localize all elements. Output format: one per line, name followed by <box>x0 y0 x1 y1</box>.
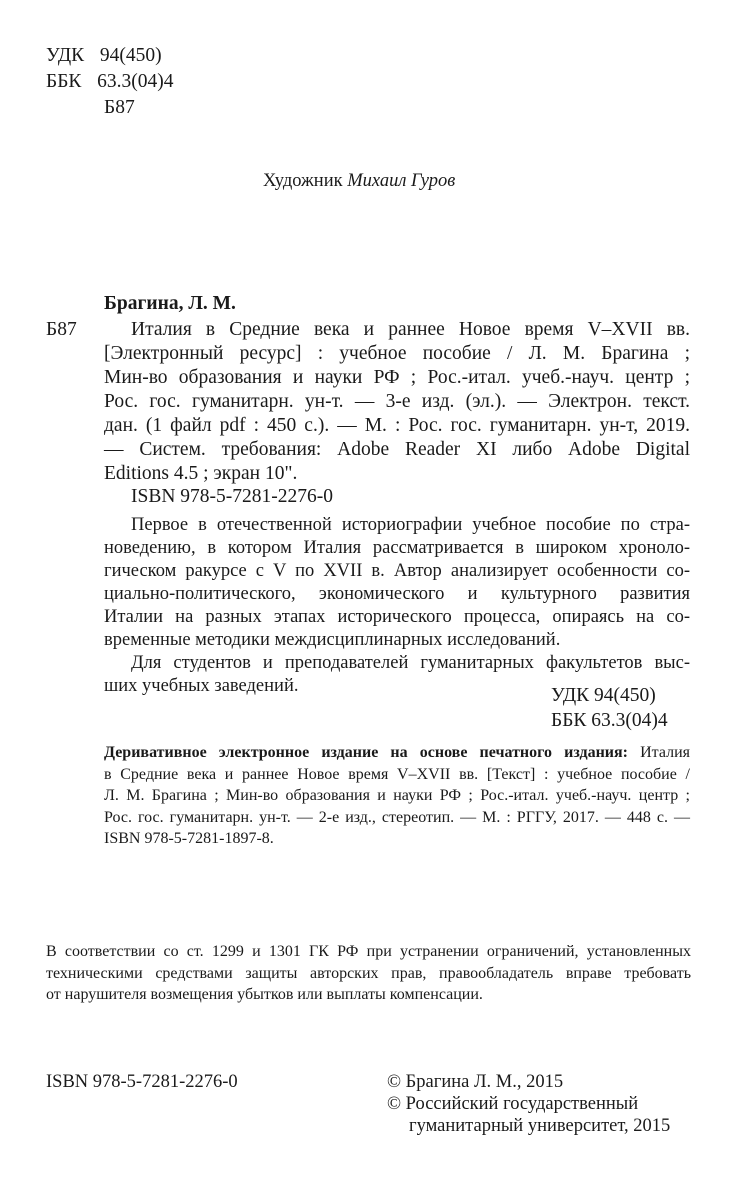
derivative-line: Рос. гос. гуманитарн. ун-т. — 2-е изд., стереотип. — М. : РГГУ, 2017. — 448 с. — <box>104 808 690 826</box>
record-line: дан. (1 файл pdf : 450 с.). — М. : Рос. гос. гуманитарн. ун-т, 2019. <box>104 415 690 436</box>
record-line: Мин-во образования и науки РФ ; Рос.-итал. учеб.-науч. центр ; <box>104 367 690 388</box>
record-mark: Б87 <box>46 319 77 340</box>
annotation-line: временные методики междисциплинарных исследований. <box>104 630 561 650</box>
legal-line: от нарушителя возмещения убытков или выплаты компенсации. <box>46 986 483 1003</box>
record-line: Италия в Средние века и раннее Новое время V–XVII вв. <box>131 319 690 340</box>
udk-top <box>46 44 162 68</box>
record-body <box>104 318 690 486</box>
copyright-university-cont: гуманитарный университет, 2015 <box>409 1116 671 1136</box>
annotation-line: ших учебных заведений. <box>104 676 299 696</box>
record-line: [Электронный ресурс] : учебное пособие / Л. М. Брагина ; <box>104 343 690 364</box>
annotation <box>104 514 690 698</box>
derivative-line: Л. М. Брагина ; Мин-во образования и науки РФ ; Рос.-итал. учеб.-науч. центр ; <box>104 787 690 804</box>
footer-isbn: ISBN 978-5-7281-2276-0 <box>46 1072 238 1092</box>
derivative-line: в Средние века и раннее Новое время V–XVII вв. [Текст] : учебное пособие / <box>104 765 690 783</box>
derivative-line: ISBN 978-5-7281-1897-8. <box>104 830 274 847</box>
record-line: Editions 4.5 ; экран 10". <box>104 463 298 484</box>
record-line: Рос. гос. гуманитарн. ун-т. — 3-е изд. (эл.). — Электрон. текст. <box>104 391 690 412</box>
udk-value: 94(450) <box>99 45 162 66</box>
udk-label: УДК <box>46 45 85 66</box>
author-mark-top: Б87 <box>104 97 135 118</box>
derivative-tail: Италия <box>640 744 691 761</box>
legal-notice <box>46 941 691 1006</box>
bbk-label: ББК <box>46 71 82 92</box>
annotation-line: Италии на разных этапах исторического процесса, опираясь на со- <box>104 607 690 627</box>
record-isbn: ISBN 978-5-7281-2276-0 <box>131 486 334 507</box>
annotation-line: Для студентов и преподавателей гуманитарных факультетов выс- <box>131 653 690 673</box>
derivative-lead: Деривативное электронное издание на основе печатного издания: <box>104 744 628 761</box>
bbk-value: 63.3(04)4 <box>97 71 174 92</box>
copyright-university: © Российский государственный <box>387 1094 639 1114</box>
artist-name: Михаил Гуров <box>347 171 456 191</box>
copyright-author: © Брагина Л. М., 2015 <box>387 1072 564 1092</box>
bbk-bottom: ББК 63.3(04)4 <box>551 710 668 731</box>
artist-credit <box>263 170 455 193</box>
annotation-line: гическом ракурсе с V по XVII в. Автор анализирует особенности со- <box>104 561 690 581</box>
legal-line: техническими средствами защиты авторских прав, правообладатель вправе требовать <box>46 964 691 982</box>
bbk-top <box>46 70 174 94</box>
record-line: — Систем. требования: Adobe Reader XI либо Adobe Digital <box>104 439 690 460</box>
udk-bottom: УДК 94(450) <box>551 685 656 706</box>
annotation-line: циально-политического, экономического и культурного развития <box>104 584 690 604</box>
artist-label: Художник <box>263 171 343 191</box>
annotation-line: новедению, в котором Италия рассматривается в широком хроноло- <box>104 538 690 558</box>
annotation-line: Первое в отечественной историографии учебное пособие по стра- <box>131 515 690 535</box>
derivative-note <box>104 742 690 850</box>
derivative-line <box>104 742 690 764</box>
record-author: Брагина, Л. М. <box>104 293 236 314</box>
legal-line: В соответствии со ст. 1299 и 1301 ГК РФ при устранении ограничений, установленных <box>46 943 691 960</box>
